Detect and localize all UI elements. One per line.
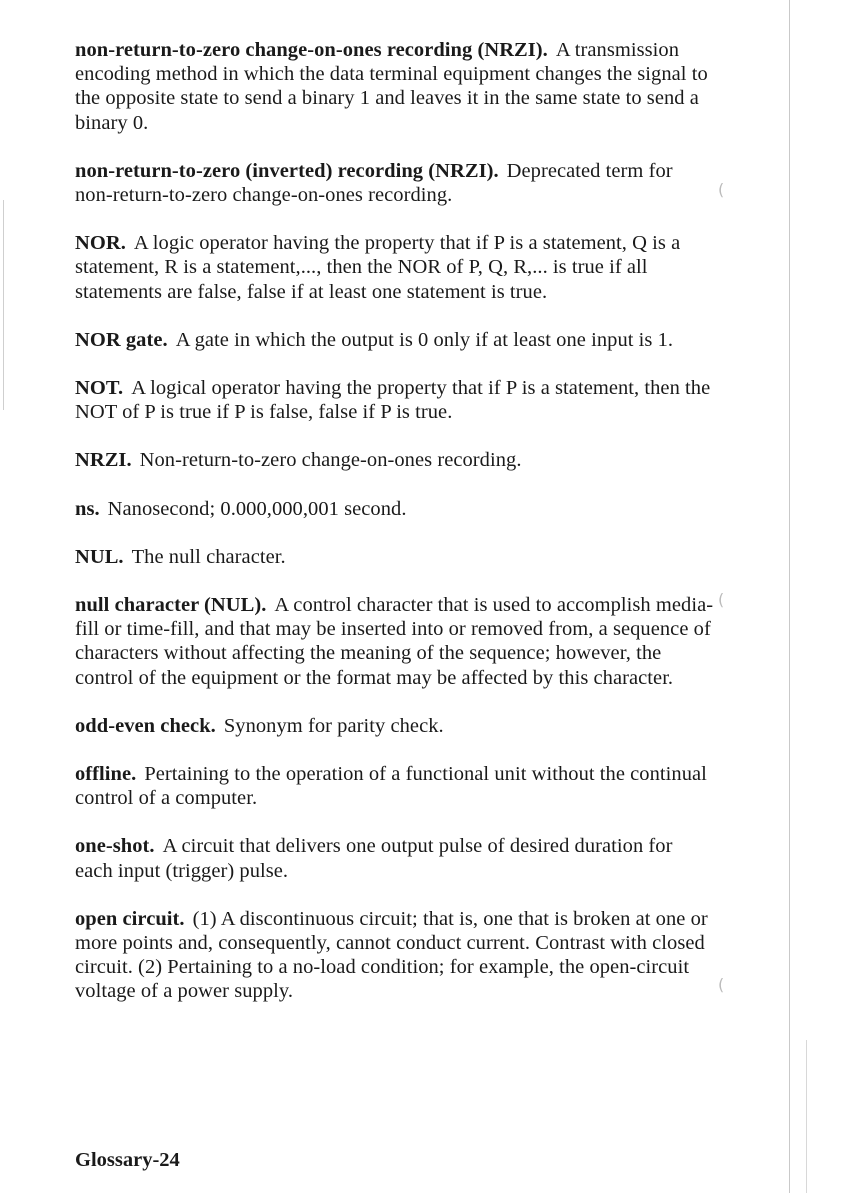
glossary-entry [75,328,715,352]
glossary-entry [75,159,715,207]
glossary-entry [75,907,715,1004]
glossary-page [75,38,715,1028]
glossary-entry [75,834,715,882]
entry-term: NRZI. [75,449,132,472]
entry-term: odd-even check. [75,714,216,737]
scan-speck: ( [718,180,725,199]
entry-term: NOR gate. [75,328,168,351]
scan-speck: ( [718,590,725,609]
glossary-entry [75,376,715,424]
entry-term: one-shot. [75,835,155,858]
entry-term: offline. [75,763,137,786]
entry-term: NOT. [75,377,124,400]
scan-left-margin-line [3,200,4,410]
entry-term: null character (NUL). [75,594,267,617]
entry-definition: Deprecated term for non-return-to-zero change-on-ones recording. [75,159,673,207]
entry-term: non-return-to-zero change-on-ones recording (NRZI). [75,39,548,61]
entry-term: non-return-to-zero (inverted) recording (NRZI). [75,159,499,182]
entry-definition: A gate in which the output is 0 only if at least one input is 1. [175,328,674,351]
glossary-entry [75,593,715,690]
entry-definition: (1) A discontinuous circuit; that is, one that is broken at one or more points and, consequently, cannot conduct current. Contrast with closed circuit. (2) Pertaining to a no-load condition; for example, the open-circuit voltage of a power supply. [75,907,708,1003]
entry-definition: A transmission encoding method in which the data terminal equipment changes the signal to the opposite state to send a binary 1 and leaves it in the same state to send a binary 0. [75,39,708,134]
entry-definition: Nanosecond; 0.000,000,001 second. [107,497,407,520]
scan-edge-line-lower [806,1040,807,1193]
glossary-entry [75,38,715,135]
glossary-entry [75,545,715,569]
entry-definition: Synonym for parity check. [223,714,444,737]
entry-definition: Non-return-to-zero change-on-ones recording. [139,449,522,472]
entry-term: NUL. [75,545,124,568]
glossary-entry [75,497,715,521]
entry-definition: A logical operator having the property that if P is a statement, then the NOT of P is true if P is false, false if P is true. [75,377,711,424]
entry-term: NOR. [75,232,126,255]
scan-edge-line [789,0,790,1193]
glossary-entry [75,448,715,472]
glossary-entry [75,231,715,304]
scan-speck: ( [718,975,725,994]
glossary-entry [75,714,715,738]
entry-term: ns. [75,497,100,520]
glossary-entry [75,762,715,810]
page-footer-label: Glossary-24 [75,1149,180,1171]
entry-term: open circuit. [75,907,185,930]
entry-definition: The null character. [131,545,286,568]
entry-definition: A logic operator having the property that if P is a statement, Q is a statement, R is a statement,..., then the NOR of P, Q, R,... is true if all statements are false, false if at least one statement is true. [75,232,681,303]
entry-definition: A control character that is used to accomplish media-fill or time-fill, and that may be inserted into or removed from, a sequence of characters without affecting the meaning of the sequence; however, the control of the equipment or the format may be affected by this character. [75,594,714,689]
entry-definition: Pertaining to the operation of a functional unit without the continual control of a computer. [75,763,707,810]
entry-definition: A circuit that delivers one output pulse of desired duration for each input (trigger) pulse. [75,835,673,882]
